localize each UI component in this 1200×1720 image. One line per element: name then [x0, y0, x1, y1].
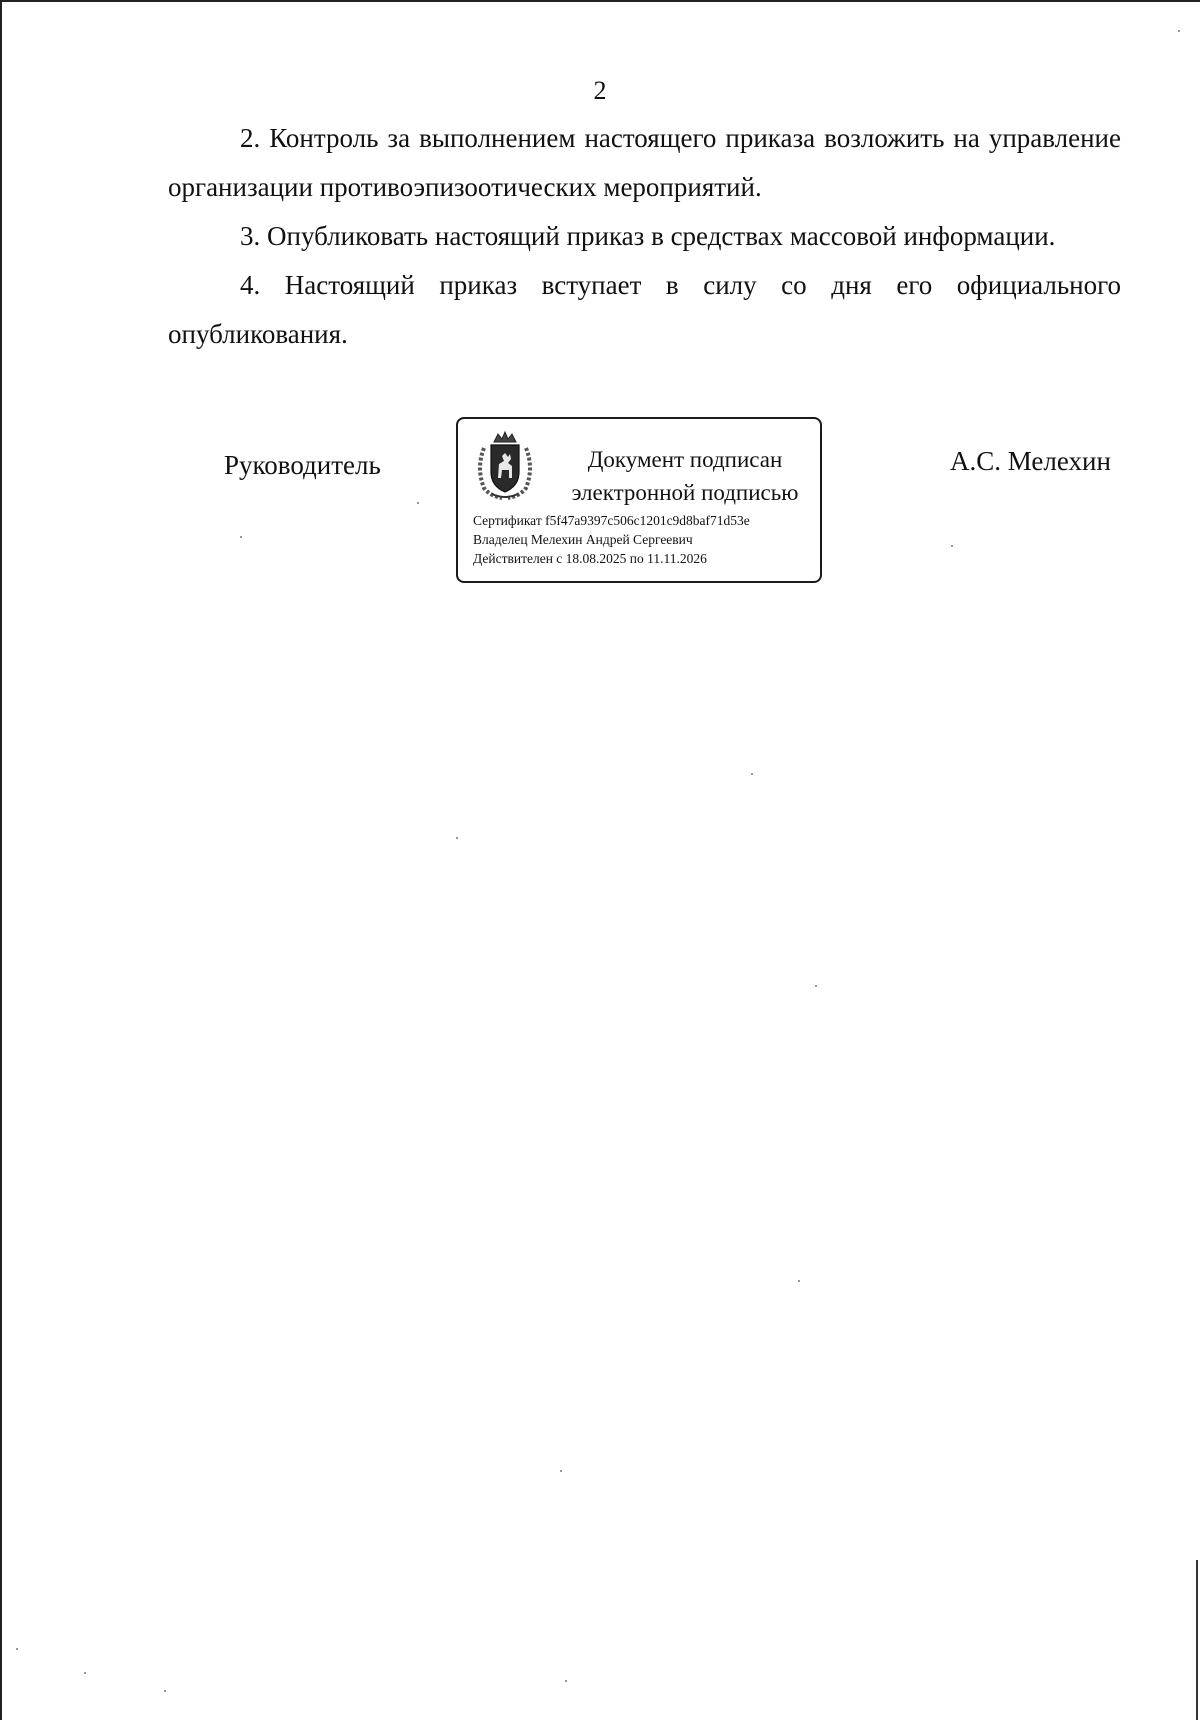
scan-speck — [240, 536, 242, 538]
scan-speck — [798, 1280, 800, 1282]
scan-speck — [456, 837, 458, 839]
scan-speck — [164, 1690, 166, 1692]
page-number: 2 — [593, 76, 607, 105]
scan-speck — [16, 1648, 18, 1650]
stamp-heading — [554, 443, 816, 509]
stamp-details — [473, 511, 750, 568]
electronic-signature-stamp — [456, 417, 822, 583]
coat-of-arms-icon — [472, 428, 538, 502]
stamp-owner: Владелец Мелехин Андрей Сергеевич — [473, 532, 693, 547]
stamp-heading-line2: электронной подписью — [571, 480, 799, 505]
signer-position: Руководитель — [224, 450, 381, 480]
scan-speck — [417, 502, 419, 504]
paragraph-publish: 3. Опубликовать настоящий приказ в средствах массовой информации. — [240, 221, 1056, 251]
scan-speck — [951, 545, 953, 547]
scan-speck — [815, 985, 817, 987]
stamp-validity: Действителен с 18.08.2025 по 11.11.2026 — [473, 551, 707, 566]
scan-edge-right — [1196, 1560, 1198, 1720]
stamp-heading-line1: Документ подписан — [587, 447, 783, 472]
scan-speck — [751, 773, 753, 775]
scan-speck — [84, 1672, 86, 1674]
scan-speck — [560, 1470, 562, 1472]
scan-speck — [565, 1680, 567, 1682]
document-body — [168, 114, 1121, 359]
scan-edge-left — [0, 0, 2, 1720]
scan-edge-top — [0, 0, 1200, 2]
signer-name: А.С. Мелехин — [950, 446, 1111, 476]
paragraph-effective: 4. Настоящий приказ вступает в силу со дня его официального опубликования. — [168, 270, 1121, 349]
scan-speck — [1178, 30, 1180, 32]
stamp-certificate: Сертификат f5f47a9397c506c1201c9d8baf71d53e — [473, 513, 750, 528]
paragraph-control: 2. Контроль за выполнением настоящего приказа возложить на управление организации противоэпизоотических мероприятий. — [168, 123, 1121, 202]
